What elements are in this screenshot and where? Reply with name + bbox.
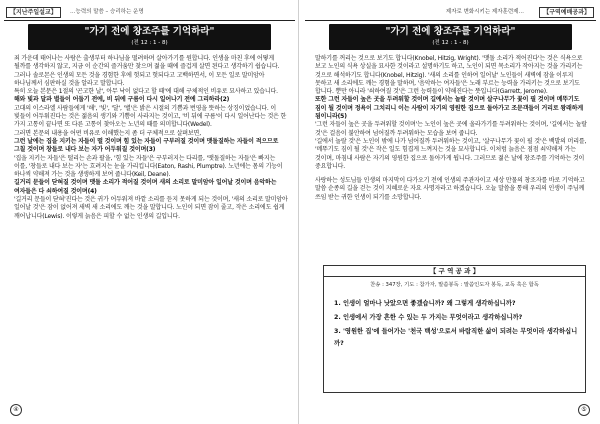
right-header [305,6,596,18]
paragraph: '집을 지키는 자들'은 떨리는 손과 팔을, '힘 있는 자들'은 구부러지는 다리를, '맷돌질하는 자들'은 빠지는 이를, '창들로 내다 보는 자'는 흐려지는 눈을 가리킵니다(Eaton, Rashi, Plumptre). 노년에는 몸의 기능이 하나씩 약해져 가는 것을 생생하게 보여 줍니다(Keil, Deane). [14,154,283,179]
right-header-rule [305,20,596,21]
scripture-quote: 길거리 문들이 닫혀질 것이며 맷돌 소리가 적어질 것이며 새의 소리로 말미암아 일어날 것이며 음악하는 여자들은 다 쇠하여질 것이며(4) [14,179,277,195]
questions-list [334,298,579,352]
right-page-number: ⑤ [578,404,590,416]
questions-order: 찬송 : 347장, 기도 : 참가자, 말씀봉독 : 말씀인도자 봉독, 교독 혹은 합독 [370,282,539,288]
paragraph: '길거리 문들이 닫혀'진다는 것은 귀가 어두워져 바깥 소리를 듣지 못하게 되는 것이며, '새의 소리로 말미암아 일어날 것'은 잠이 없어져 새벽 새 소리에도 깨는 것을 말합니다. 노인이 되면 잠이 줄고, 작은 소리에도 쉽게 깨어납니다(Lewis). 이렇게 늙음은 피할 수 없는 인생의 길입니다. [14,196,288,220]
right-section-tag: 【구역예배공과】 [539,7,594,18]
questions-title: 【 구 역 공 과 】 [429,267,480,275]
left-scripture-ref: (전 12 : 1 - 8) [131,40,168,46]
paragraph: '길에서 놀랄 것'은 노인이 밖에 나가 넘어질까 두려워하는 것이고, '살구나무가 꽃이 필 것'은 백발의 머리를, '메뚜기도 짐이 될 것'은 작은 일도 힘겹게 느껴지는 것을 묘사합니다. 이처럼 늙음은 점점 쇠약해져 가는 것이며, 마침내 사람은 자기의 영원한 집으로 돌아가게 됩니다. 그러므로 젊은 날에 창조주를 기억하는 것이 중요합니다. [315,137,587,170]
scripture-quote: 그런 날에는 집을 지키는 자들이 떨 것이며 힘 있는 자들이 구부러질 것이며 맷돌질하는 자들이 적으므로 그칠 것이며 창들로 내다 보는 자가 어두워질 것이며(3) [14,137,279,154]
left-page-number: ④ [10,404,22,416]
questions-divider [324,276,585,277]
scripture-quote: 또한 그런 자들이 높은 곳을 두려워할 것이며 길에서는 놀랄 것이며 살구나무가 꽃이 필 것이며 메뚜기도 짐이 될 것이며 정욕이 그치리니 이는 사람이 자기의 영원한 집으로 돌아가고 조문객들이 거리로 왕래하게 됨이니라(5) [315,96,583,121]
left-section-tag: 【지난주일설교】 [6,7,61,18]
question-item: 2. 인생에서 가장 흔한 수 있는 두 가지는 무엇이라고 생각하십니까? [334,314,523,321]
paragraph: 그러면 본문의 내용을 어떤 비유로 이해했는지 좀 더 구체적으로 살펴보면, [14,129,201,137]
question-item: 1. 인생이 얼마나 낫았으면 좋겠습니까? 왜 그렇게 생각하십니까? [334,300,516,307]
scripture-quote: 해와 빛과 달과 별들이 어둡기 전에, 비 뒤에 구름이 다시 일어나기 전에 그리하라(2) [14,96,230,104]
right-title-banner [329,24,572,50]
left-header [4,6,295,18]
left-header-rule [4,20,295,21]
paragraph: '그런 자들이 높은 곳을 두려워할 것이며'는 노인이 높은 곳에 올라가기를 두려워하는 것이며, '길에서는 놀랄 것'은 걸음이 불안하여 넘어질까 두려워하는 모습을 보여 줍니다. [315,121,587,137]
right-subheading: 제자로 변화시키는 제자훈련제… [445,9,524,15]
study-questions-box [323,265,586,393]
left-body-text [14,55,289,221]
paragraph: 고대의 이스라엘 사람들에게 '해', '빛', '달', '별'은 밝은 시절의 기쁨과 번영을 뜻하는 상징이었습니다. 이 빛들이 어두워진다는 것은 젊음의 생기와 기쁨이 사라지는 것이고, '비 뒤에 구름'이 다시 일어난다는 것은 한 가지 고통이 끝나면 또 다른 고통이 찾아오는 노년의 때를 의미합니다(Wedel). [14,104,287,129]
question-item: 3. '영원한 집'에 들어가는 '천국 백성'으로서 바람직한 삶이 되려는 무엇이라 생각하십니까? [334,328,578,347]
right-page [305,0,596,424]
paragraph: 사랑하는 성도님들 인생의 마지막이 다가오기 전에 인생의 주관자이고 세상 만물의 창조자를 바로 기억하고 말씀 순종의 길을 걷는 것이 지혜로운 자요 사명자라고 하겠습니다. 오늘 말씀을 통해 우리의 인생이 주님께 쓰임 받는 귀한 인생이 되기를 소망합니다. [315,177,585,201]
paragraph: 죄 가운데 태어나는 사람은 출생부터 하나님을 떨려하며 살아가기를 원합니다. 인생을 마친 후에 어떻게 될까를 생각하지 않고, 지금 이 순간의 즐거움만 찾으며 젊을 때에 즐겁게 살면 된다고 생각하기 쉽습니다. 그러나 솔로몬은 인생의 모든 것을 경험한 후에 헛되고 헛되다고 고백하면서, 이 모든 일로 말미암아 하나님께서 심판하실 것을 알라고 말합니다. [14,55,280,87]
right-sermon-title: "가기 전에 창조주를 기억하라" [385,26,516,37]
left-page [4,0,295,424]
left-sermon-title: "가기 전에 창조주를 기억하라" [84,26,215,37]
right-body-text [315,55,590,202]
paragraph: 말하기를 꺼리는 것으로 보기도 합니다(Knobel, Hitzig, Wright). '맷돌 소리가 적어진다'는 것은 식욕으로 보고 노인의 식욕 상실을 묘사한 것이라고 설명하기도 하고, 노인이 되면 목소리가 작아지는 것을 가리키는 것으로 해석하기도 합니다(Knobel, Hitzig). '새의 소리를 인하여 일어날' 노인들이 새벽에 잠을 이루지 못하고 새 소리에도 깨는 경험을 말하며, '음악하는 여자들'은 노래 부르는 능력을 가리키는 것으로 보기도 합니다. 뿐만 아니라 '쇠하여질 것'은 그런 능력들이 약해진다는 뜻입니다(Garrett, Jerome). [315,55,583,96]
left-subheading: …능력의 말씀 – 승리하는 운명 [70,9,144,15]
page-gutter [298,0,299,424]
paragraph: 특히 오늘 본문은 1절의 '곤고한 날', 아무 낙이 없다고 할 때'에 대해 구체적인 비유로 묘사하고 있습니다. [14,88,278,96]
left-title-banner [28,24,271,50]
right-scripture-ref: (전 12 : 1 - 8) [432,40,469,46]
